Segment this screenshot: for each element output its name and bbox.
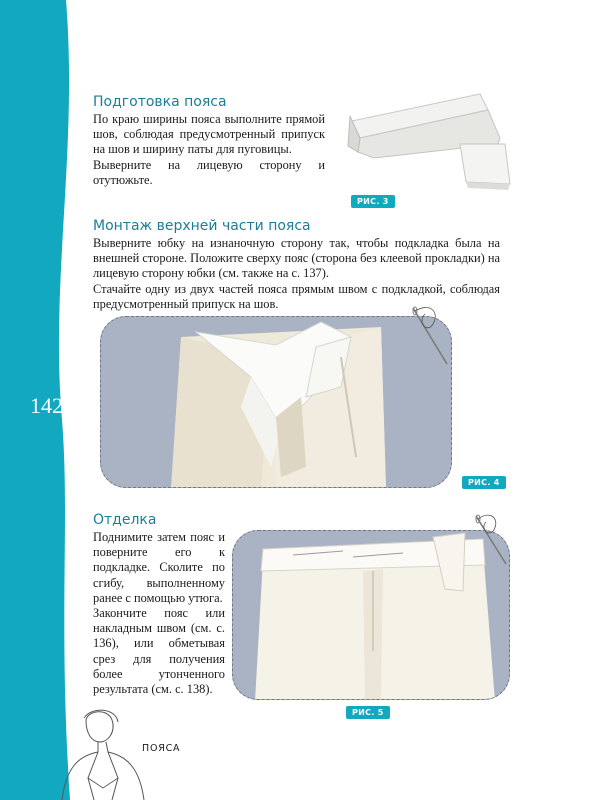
page-sidebar (0, 0, 90, 800)
needle-thread-icon (470, 510, 512, 570)
waistband-strip-photo (340, 86, 520, 196)
paragraph: Поднимите затем пояс и поверните его к подкладке. Сколите по сгибу, выполненному ранее с помощью утюга. (93, 530, 225, 605)
footer-section-label: ПОЯСА (142, 743, 181, 754)
figure-label-5: РИС. 5 (346, 706, 390, 719)
paragraph: Выверните юбку на изнаночную сторону так, чтобы подкладка была на внешней стороне. Положите сверху пояс (сторона без клеевой прокладки) на лицевую сторону юбки (см. также на с. 137). (93, 236, 500, 281)
paragraph: По краю ширины пояса выполните прямой шов, соблюдая предусмотренный припуск на шов и ширину паты для пуговицы. (93, 112, 325, 157)
skirt-lining-photo (100, 316, 452, 488)
woman-sketch-icon (58, 708, 148, 800)
page-number: 142 (30, 393, 63, 418)
needle-thread-icon (405, 302, 455, 372)
figure-label-4: РИС. 4 (462, 476, 506, 489)
section-text-belt-preparation (93, 112, 325, 188)
skirt-finishing-photo (232, 530, 510, 700)
paragraph: Стачайте одну из двух частей пояса прямым швом с подкладкой, соблюдая предусмотренный припуск на шов. (93, 281, 500, 311)
paragraph: Выверните на лицевую сторону и отутюжьте. (93, 157, 325, 187)
section-heading-belt-preparation: Подготовка пояса (93, 94, 227, 110)
section-text-upper-belt-assembly (93, 236, 500, 312)
skirt-finishing-illustration (233, 531, 510, 700)
skirt-lining-illustration (101, 317, 452, 488)
section-text-finishing (93, 530, 225, 697)
section-heading-finishing: Отделка (93, 512, 157, 528)
section-heading-upper-belt-assembly: Монтаж верхней части пояса (93, 218, 311, 234)
figure-label-3: РИС. 3 (351, 195, 395, 208)
paragraph: Закончите пояс или накладным швом (см. с. 136), или обметывая срез для получения более утонченного результата (см. с. 138). (93, 606, 225, 697)
